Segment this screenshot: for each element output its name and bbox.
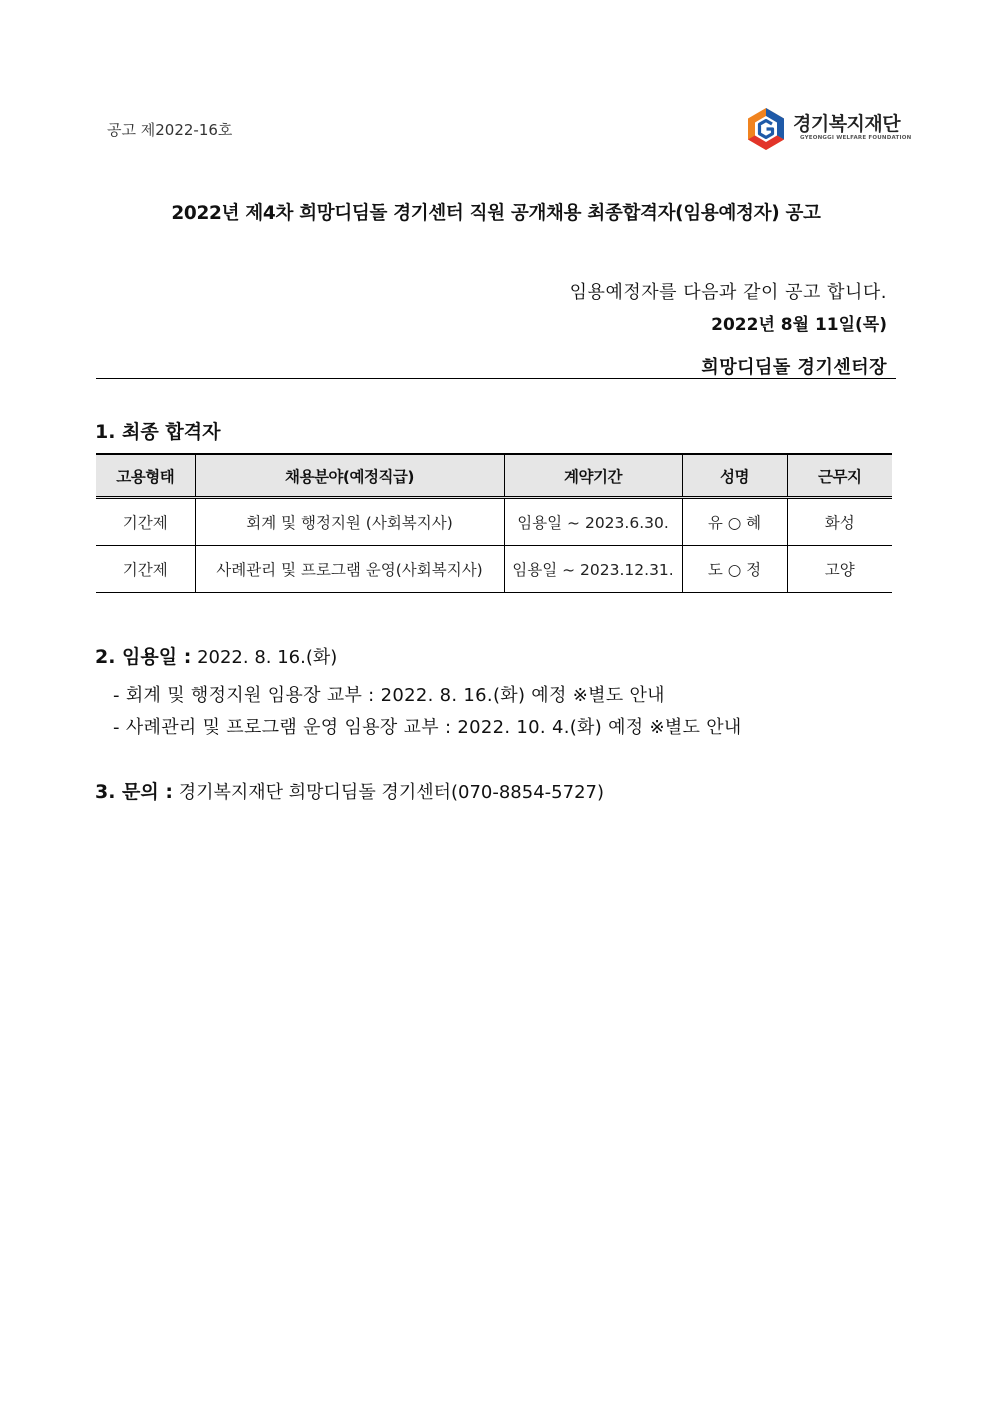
- issuer-name: 희망디딤돌 경기센터장: [701, 357, 887, 378]
- logo-english-text: GYEONGGI WELFARE FOUNDATION: [800, 135, 912, 141]
- cell-employment-type: 기간제: [96, 498, 195, 546]
- appointment-date: 2022. 8. 16.(화): [197, 647, 338, 668]
- appointment-item-1: - 회계 및 행정지원 임용장 교부 : 2022. 8. 16.(화) 예정 ※별도 안내: [113, 685, 665, 706]
- column-header-workplace: 근무지: [787, 454, 892, 498]
- cell-name: 도 ○ 정: [682, 546, 787, 593]
- logo-hexagon-icon: [744, 106, 788, 152]
- column-header-contract-period: 계약기간: [504, 454, 682, 498]
- cell-contract-period: 임용일 ~ 2023.6.30.: [504, 498, 682, 546]
- cell-workplace: 화성: [787, 498, 892, 546]
- page-title: 2022년 제4차 희망디딤돌 경기센터 직원 공개채용 최종합격자(임용예정자) 공고: [171, 203, 821, 224]
- table-row: [96, 498, 892, 546]
- foundation-logo: [744, 106, 912, 154]
- section-2-heading: 2. 임용일 :: [95, 646, 192, 668]
- final-candidates-table: [96, 453, 892, 593]
- divider-line: [96, 378, 896, 379]
- section-2: [95, 642, 337, 669]
- cell-workplace: 고양: [787, 546, 892, 593]
- inquiry-contact: 경기복지재단 희망디딤돌 경기센터(070-8854-5727): [178, 782, 604, 803]
- table-header-row: [96, 454, 892, 498]
- cell-contract-period: 임용일 ~ 2023.12.31.: [504, 546, 682, 593]
- section-3: [95, 777, 604, 804]
- section-1-heading: 1. 최종 합격자: [95, 421, 221, 443]
- column-header-field: 채용분야(예정직급): [195, 454, 504, 498]
- appointment-item-2: - 사례관리 및 프로그램 운영 임용장 교부 : 2022. 10. 4.(화) 예정 ※별도 안내: [113, 717, 742, 738]
- intro-text: 임용예정자를 다음과 같이 공고 합니다.: [569, 282, 887, 303]
- cell-field: 회계 및 행정지원 (사회복지사): [195, 498, 504, 546]
- cell-name: 유 ○ 혜: [682, 498, 787, 546]
- table-row: [96, 546, 892, 593]
- cell-field: 사례관리 및 프로그램 운영(사회복지사): [195, 546, 504, 593]
- column-header-employment-type: 고용형태: [96, 454, 195, 498]
- column-header-name: 성명: [682, 454, 787, 498]
- section-3-heading: 3. 문의 :: [95, 781, 173, 803]
- logo-korean-text: 경기복지재단: [793, 113, 901, 135]
- cell-employment-type: 기간제: [96, 546, 195, 593]
- notice-date: 2022년 8월 11일(목): [711, 315, 887, 335]
- notice-number: 공고 제2022-16호: [107, 121, 233, 139]
